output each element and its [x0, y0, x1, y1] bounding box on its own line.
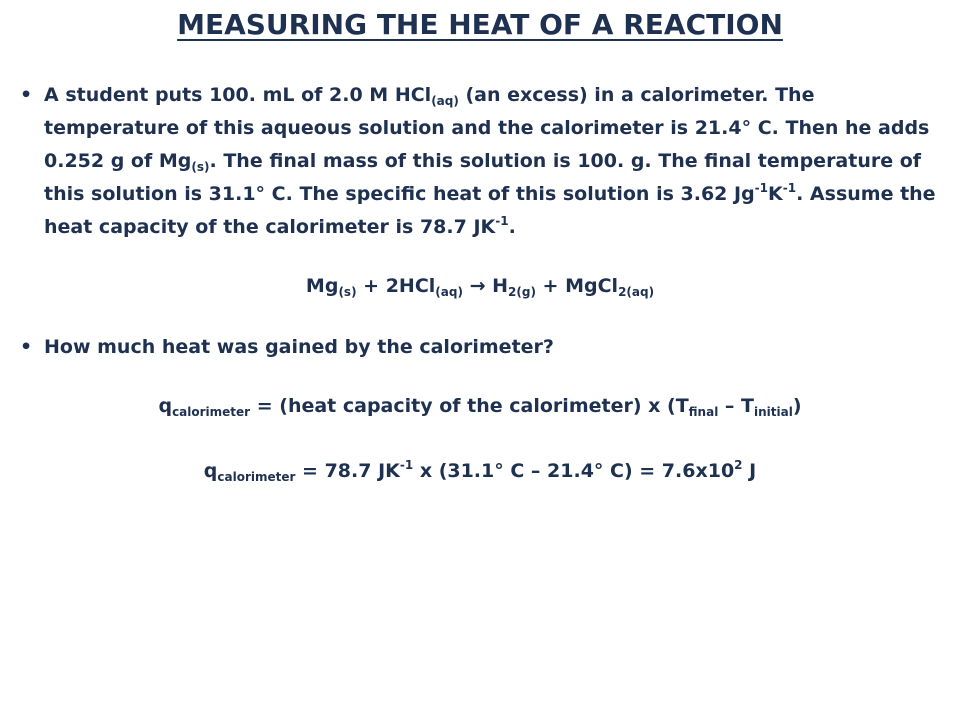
- problem-text: A student puts 100. mL of 2.0 M HCl$_{(aq)}$ (an excess) in a calorimeter. The temperature of this aqueous solution and the calorimeter is 21.4° C. Then he adds 0.252 g of $Mg_{(s)}$. The final mass of this solution is 100. g. The final temperature of this solution is 31.1° C. The specific heat of this solution is 3.62 $Jg^{-1}K^{-1}$. Assume the heat capacity of the calorimeter is 78.7 $JK^{-1}$.: [44, 84, 936, 238]
- question-text: How much heat was gained by the calorimeter?: [44, 336, 554, 358]
- problem-bullet: [20, 79, 950, 244]
- bullet-dot: •: [20, 336, 33, 358]
- page-title: MEASURING THE HEAT OF A REACTION: [177, 8, 783, 41]
- formula-line: $q_{calorimeter}$ = (heat capacity of the calorimeter) x $(T_{final} - T_{initial})$: [158, 395, 802, 419]
- bullet-dot: •: [20, 84, 33, 106]
- answer-line: $q_{calorimeter} = 78.7$ $JK^{-1}$ x (31.1° C – 21.4° $C) = 7.6x10^2$ J: [203, 458, 757, 484]
- reaction-equation: $Mg_{(s)} + 2HCl_{(aq)} \to H_{2(g)}$ + MgCl$_{2(aq)}$: [305, 275, 655, 299]
- question-bullet: [20, 331, 950, 364]
